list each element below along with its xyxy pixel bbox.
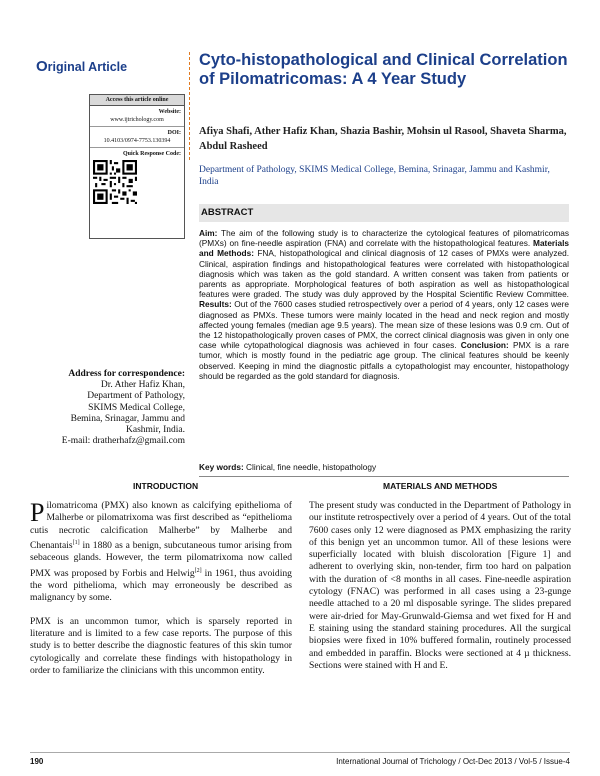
methods-paragraph-1: The present study was conducted in the Department of Pathology in our institute retrospectively over a period of 4 years. Out of the total 7600 cases only 12 were diagnosed as PMX emphasizing the rarity of this benign yet an uncommon tumor. All of these lesions were superficially located with bluish discoloration [Figure 1] and adherent to overlying skin, non-tender, firm too hard on palpation with the duration of <8 months in all cases. Fine-needle aspiration cytology (FNAC) was performed in all cases using a 23-gunge needle attached to a 20 ml disposable syringe. The slides prepared were air-dried for May-Grunwald-Giemsa and wet fixed for H and E staining using the standard staining procedures. All the surgical biopsies were fixed in 10% buffered formalin, routinely processed and embedded in paraffin. Blocks were sectioned at 4 µ thickness. Sections were stained with H and E.	[309, 500, 571, 671]
doi-row	[90, 127, 184, 148]
intro-paragraph-1	[30, 500, 292, 605]
access-box-header: Access this article online	[90, 95, 184, 106]
conclusion-label: Conclusion:	[460, 340, 509, 351]
website-row	[90, 106, 184, 127]
correspondence-line: Bemina, Srinagar, Jammu and	[70, 413, 185, 424]
methods-heading: MATERIALS AND METHODS	[383, 481, 498, 491]
section-tag-first: O	[36, 58, 48, 75]
correspondence-block	[30, 369, 185, 447]
doi-value: 10.4103/0974-7753.130394	[103, 138, 171, 144]
citation[interactable]: [1]	[72, 539, 80, 546]
methods-label: Materials and Methods:	[199, 238, 570, 259]
abstract-heading: ABSTRACT	[201, 207, 254, 218]
section-tag	[36, 58, 127, 75]
abstract-body	[199, 228, 569, 381]
results-label: Results:	[199, 299, 232, 310]
section-tag-rest: riginal Article	[47, 60, 128, 74]
intro-text: in 1961, thus avoiding the word pithelioma, which may erroneously be described as malignancy by some.	[30, 567, 292, 604]
website-link[interactable]: www.ijtrichology.com	[110, 117, 164, 123]
correspondence-heading: Address for correspondence:	[68, 369, 185, 379]
aim-label: Aim:	[199, 228, 218, 238]
website-label: Website:	[158, 109, 181, 115]
affiliation: Department of Pathology, SKIMS Medical College, Bemina, Srinagar, Jammu and Kashmir, India	[199, 165, 550, 187]
abstract-header-bar	[199, 204, 569, 222]
intro-paragraph-2: PMX is an uncommon tumor, which is sparsely reported in literature and is limited to a few case reports. The purpose of this study is to better describe the diagnostic features of this skin tumor cytologically and correlate these findings with histopathology in order to familiarize the clinicians with this uncommon entity.	[30, 615, 292, 676]
author-list: Afiya Shafi, Ather Hafiz Khan, Shazia Bashir, Mohsin ul Rasool, Shaveta Sharma, Abdul Rasheed	[199, 126, 567, 152]
correspondence-line: Dr. Ather Hafiz Khan,	[100, 380, 185, 391]
correspondence-email[interactable]: E-mail: dratherhafz@gmail.com	[61, 436, 185, 447]
article-title: Cyto-histopathological and Clinical Correlation of Pilomatricomas: A 4 Year Study	[199, 51, 568, 88]
drop-cap: P	[30, 498, 45, 527]
intro-text: ilomatricoma (PMX) also known as calcifying epithelioma of Malherbe or pilomatrixoma was first described as “epithelioma cutis necrotic calcification Malherbe” by Malherbe and Chenantais	[30, 500, 292, 552]
divider	[199, 476, 569, 477]
page-number: 190	[30, 757, 44, 766]
correspondence-line: Department of Pathology,	[87, 391, 185, 402]
introduction-heading: INTRODUCTION	[133, 481, 199, 491]
access-box	[89, 94, 185, 239]
qr-label: Quick Response Code:	[122, 151, 181, 157]
journal-citation: International Journal of Trichology / Oct-Dec 2013 / Vol-5 / Issue-4	[336, 757, 570, 766]
keywords-label: Key words:	[199, 462, 244, 472]
doi-label: DOI:	[167, 130, 181, 136]
correspondence-line: SKIMS Medical College,	[88, 402, 185, 413]
correspondence-line: Kashmir, India.	[126, 425, 185, 436]
divider	[189, 52, 190, 160]
qr-code-icon[interactable]	[93, 160, 137, 204]
qr-row	[90, 148, 184, 209]
methods-column	[309, 500, 571, 683]
methods-text: FNA, histopathological and clinical diagnosis of 12 cases of PMXs were analyzed. Clinical, aspiration findings and histopathological features were correlated with histopathological diagnosis which was taken as the gold standard. A written consent was taken from patients or parents as appropriate. Morphological features of both aspiration as well as histopathological features were graded. The study was duly approved by the Hospital Scientific Review Committee.	[199, 248, 569, 300]
keywords-text: Clinical, fine needle, histopathology	[246, 462, 377, 472]
citation[interactable]: [2]	[194, 567, 202, 574]
introduction-column	[30, 500, 292, 688]
keywords	[199, 462, 569, 472]
aim-text: The aim of the following study is to characterize the cytological features of pilomatricomas (PMXs) on fine-needle aspiration (FNA) and correlate with the histopathological features.	[199, 228, 570, 249]
footer-divider	[30, 752, 570, 753]
intro-text: in 1880 as a benign, subcutaneous tumor arising from sebaceous glands. However, the term pilomatrixoma now called PMX was proposed by Forbis and Helwig	[30, 540, 292, 579]
results-text: Out of the 7600 cases studied retrospectively over a period of 4 years, only 12 cases were diagnosed as PMXs. These tumors were mainly located in the head and neck region and mostly affected young females (median age 9.5 years). The mean size of these lesions was 0.9 cm. Out of the 12 histopathologically proven cases of PMX, the correct clinical diagnosis was given in only one case while cytopathological diagnosis was achieved in four cases.	[199, 299, 569, 351]
conclusion-text: PMX is a rare tumor, which is mostly found in the pediatric age group. The clinical features should be keenly observed. Keeping in mind the diagnostic pitfalls a cytopathologist may encounter, histopathology should be regarded as the gold standard for diagnosis.	[199, 340, 569, 381]
